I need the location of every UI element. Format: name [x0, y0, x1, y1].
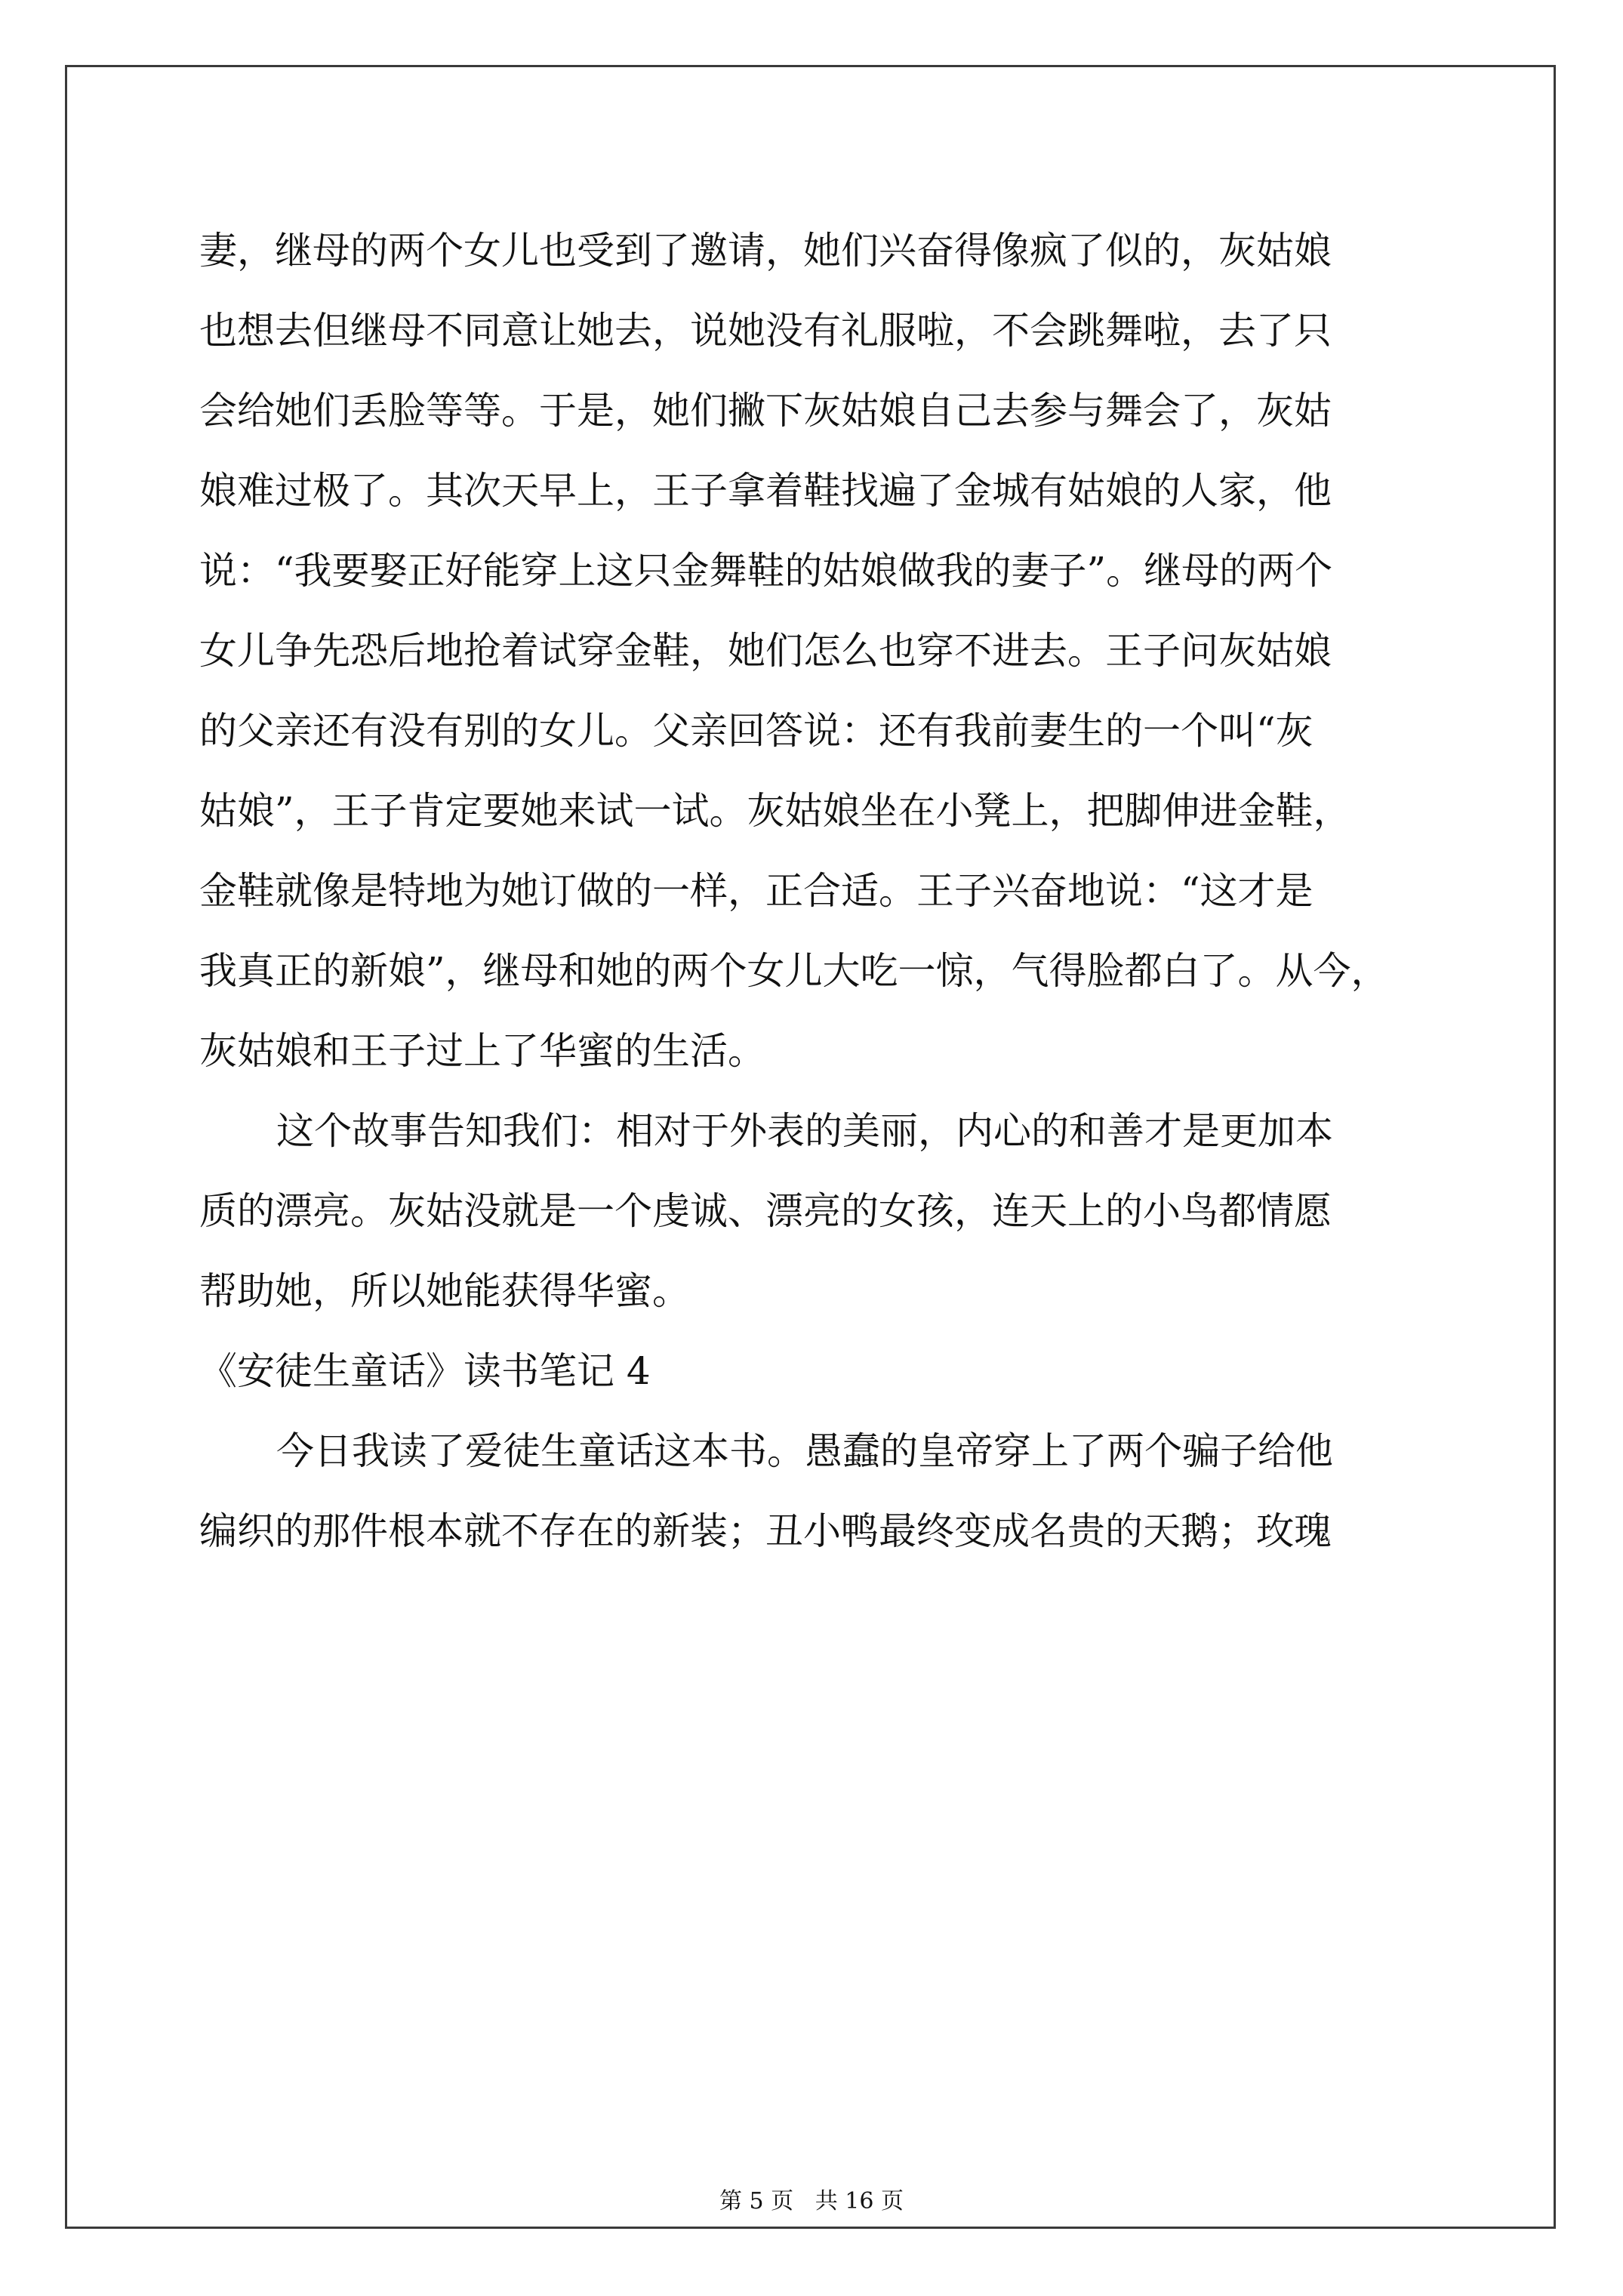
- text-line: 这个故事告知我们：相对于外表的美丽，内心的和善才是更加本: [276, 1109, 1333, 1153]
- text-line: 女儿争先恐后地抢着试穿金鞋，她们怎么也穿不进去。王子问灰姑娘: [199, 629, 1332, 673]
- text-line: 编织的那件根本就不存在的新装；丑小鸭最终变成名贵的天鹅；玫瑰: [199, 1509, 1332, 1553]
- text-line: 金鞋就像是特地为她订做的一样，正合适。王子兴奋地说：“这才是: [199, 869, 1313, 913]
- text-line: 帮助她，所以她能获得华蜜。: [199, 1269, 690, 1313]
- text-line: 说：“我要娶正好能穿上这只金舞鞋的姑娘做我的妻子”。继母的两个: [199, 549, 1333, 593]
- text-line: 今日我读了爱徒生童话这本书。愚蠢的皇帝穿上了两个骗子给他: [276, 1429, 1333, 1473]
- text-line: 姑娘”，王子肯定要她来试一试。灰姑娘坐在小凳上，把脚伸进金鞋，: [199, 789, 1351, 833]
- text-line: 会给她们丢脸等等。于是，她们撇下灰姑娘自己去参与舞会了，灰姑: [199, 389, 1332, 433]
- section-heading: 《安徒生童话》读书笔记 4: [199, 1349, 651, 1393]
- text-line: 我真正的新娘”，继母和她的两个女儿大吃一惊，气得脸都白了。从今，: [199, 949, 1389, 993]
- page-footer: 第 5 页 共 16 页: [719, 2188, 904, 2214]
- text-line: 质的漂亮。灰姑没就是一个虔诚、漂亮的女孩，连天上的小鸟都情愿: [199, 1189, 1332, 1233]
- text-line: 娘难过极了。其次天早上，王子拿着鞋找遍了金城有姑娘的人家，他: [199, 469, 1332, 513]
- text-line: 妻，继母的两个女儿也受到了邀请，她们兴奋得像疯了似的，灰姑娘: [199, 229, 1332, 273]
- text-line: 的父亲还有没有别的女儿。父亲回答说：还有我前妻生的一个叫“灰: [199, 709, 1313, 753]
- text-line: 也想去但继母不同意让她去，说她没有礼服啦，不会跳舞啦，去了只: [199, 309, 1332, 353]
- text-line: 灰姑娘和王子过上了华蜜的生活。: [199, 1029, 765, 1073]
